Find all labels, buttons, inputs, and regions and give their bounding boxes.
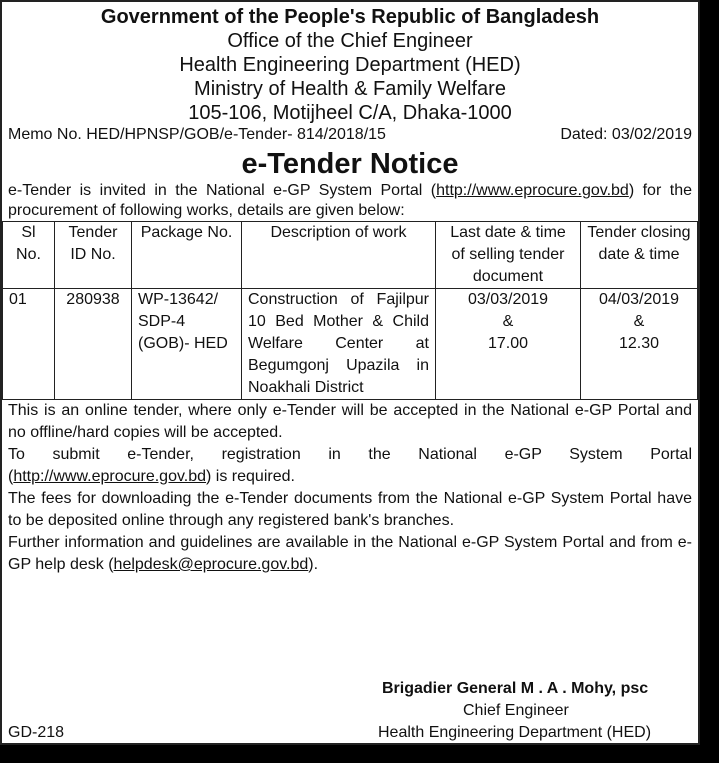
gd-number: GD-218 [8,724,65,741]
col-header-package: Package No. [132,222,242,289]
table-row [3,289,698,400]
last-date: 03/03/2019 [467,291,549,308]
para-online-tender: This is an online tender, where only e-Tender will be accepted in the National e-GP Portal and no offline/hard copies will be accepted. [8,402,692,441]
registration-line: To submit e-Tender, registration in the National e-GP System Portal [8,446,692,463]
closing-time: 12.30 [618,335,660,352]
intro-paragraph [2,181,698,221]
signatory-department: Health Engineering Department (HED) [378,724,652,741]
helpdesk-email-link[interactable]: helpdesk@eprocure.gov.bd [113,556,309,573]
cell-tender-id: 280938 [55,289,132,400]
col-header-sl: Sl No. [3,222,55,289]
cell-last-date [436,289,581,400]
signatory-name: Brigadier General M . A . Mohy, psc [382,680,649,697]
notice-title: e-Tender Notice [241,148,459,180]
last-time: 17.00 [487,335,529,352]
help-after: ). [308,556,319,573]
cell-package: WP-13642/ SDP-4 (GOB)- HED [132,289,242,400]
eprocure-link[interactable]: http://www.eprocure.gov.bd [436,182,629,199]
registration-link[interactable]: http://www.eprocure.gov.bd [13,468,207,485]
table-header-row [3,222,698,289]
memo-number: Memo No. HED/HPNSP/GOB/e-Tender- 814/2018/15 [8,126,386,143]
header-block [2,5,698,125]
col-header-description: Description of work [242,222,436,289]
para-registration: To submit e-Tender, registration in the National e-GP System Portal (http://www.eprocure.gov.bd) is required. [8,446,692,485]
tender-table [2,221,698,400]
dated: Dated: 03/02/2019 [560,126,692,143]
signatory-role: Chief Engineer [463,702,569,719]
cell-closing-date [581,289,698,400]
body-paragraphs [2,400,698,576]
col-header-tender-id: Tender ID No. [55,222,132,289]
department-heading: Health Engineering Department (HED) [179,54,521,76]
col-header-closing-date: Tender closing date & time [581,222,698,289]
government-heading: Government of the People's Republic of Bangladesh [100,6,600,28]
col-header-last-date: Last date & time of selling tender document [436,222,581,289]
office-heading: Office of the Chief Engineer [227,30,473,52]
registration-after: ) is required. [206,468,295,485]
closing-date-amp: & [633,313,645,330]
para-help [8,532,692,576]
memo-row [2,125,698,145]
help-text: Further information and guidelines are available in the National e-GP System Portal and from e-GP help desk ( [8,534,692,573]
intro-text-1: e-Tender is invited in the National e-GP System Portal ( [8,182,437,199]
address-heading: 105-106, Motijheel C/A, Dhaka-1000 [188,102,512,124]
intro-text-2: ) for the procurement of following works, details are given below: [8,182,692,219]
ministry-heading: Ministry of Health & Family Welfare [194,78,506,100]
cell-sl: 01 [3,289,55,400]
closing-date: 04/03/2019 [598,291,680,308]
last-date-amp: & [502,313,514,330]
cell-description: Construction of Fajilpur 10 Bed Mother & Child Welfare Center at Begumgonj Upazila in Noakhali District [242,289,436,400]
para-fees: The fees for downloading the e-Tender documents from the National e-GP System Portal have to be deposited online through any registered bank's branches. [8,490,692,529]
